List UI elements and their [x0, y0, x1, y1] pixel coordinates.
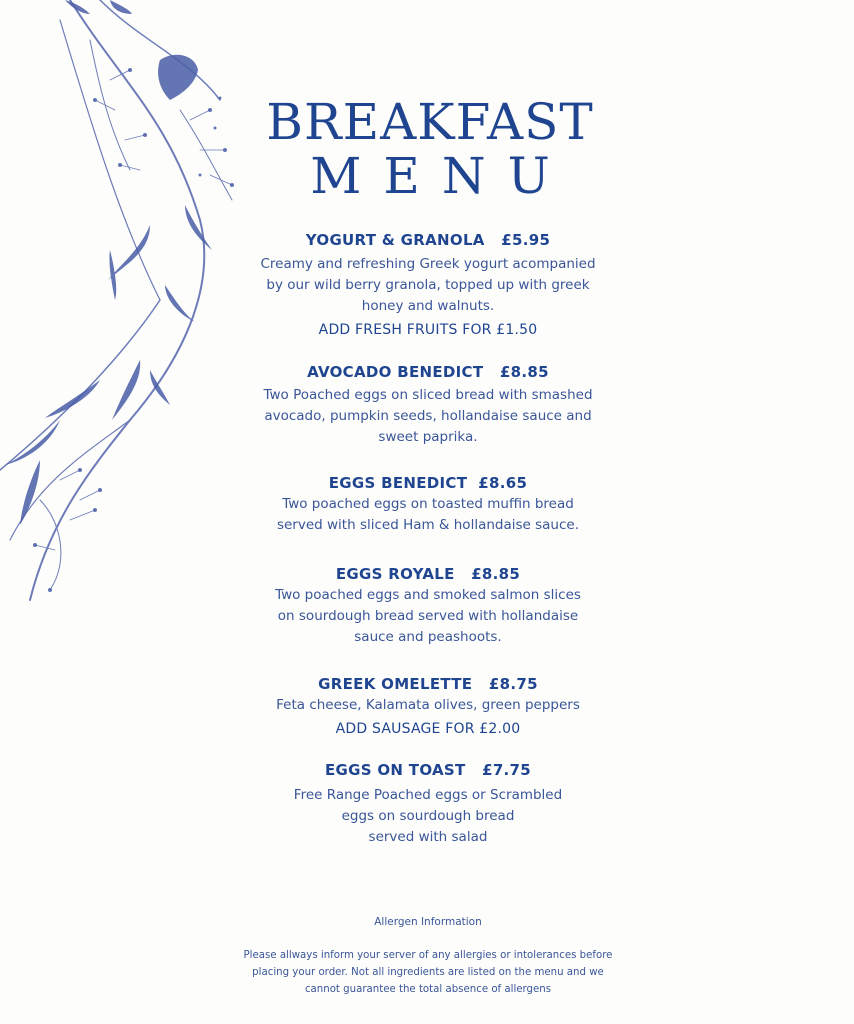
allergen-section	[228, 915, 628, 998]
item-description: Two poached eggs and smoked salmon slices on sourdough bread served with hollandaise sauce and peashoots.	[275, 587, 581, 645]
menu-item	[228, 229, 628, 341]
allergen-title: Allergen Information	[374, 916, 482, 928]
allergen-text: Please allways inform your server of any allergies or intolerances before placing your order. Not all ingredients are listed on the menu and we cannot guarantee the total absence of allergens	[243, 950, 613, 995]
menu-title-line2: MENU	[310, 147, 572, 205]
item-description: Free Range Poached eggs or Scrambled eggs on sourdough bread served with salad	[293, 787, 563, 845]
menu-item	[228, 673, 628, 740]
item-name: AVOCADO BENEDICT £8.85	[307, 363, 549, 381]
menu-item	[228, 361, 628, 448]
item-name: GREEK OMELETTE £8.75	[318, 675, 538, 693]
menu-item	[228, 472, 628, 536]
item-name: EGGS BENEDICT £8.65	[328, 474, 528, 492]
item-addon: ADD SAUSAGE FOR £2.00	[335, 721, 521, 737]
item-description: Two Poached eggs on sliced bread with smashed avocado, pumpkin seeds, hollandaise sauce and sweet paprika.	[263, 387, 593, 445]
item-description: Feta cheese, Kalamata olives, green peppers	[276, 697, 580, 713]
item-addon: ADD FRESH FRUITS FOR £1.50	[318, 322, 538, 338]
watercolor-floral-icon	[0, 0, 250, 610]
item-name: YOGURT & GRANOLA £5.95	[305, 231, 551, 249]
item-name: EGGS ON TOAST £7.75	[324, 761, 532, 779]
item-description: Two poached eggs on toasted muffin bread served with sliced Ham & hollandaise sauce.	[276, 496, 580, 533]
item-description: Creamy and refreshing Greek yogurt acompanied by our wild berry granola, topped up with greek honey and walnuts.	[260, 256, 596, 314]
item-name: EGGS ROYALE £8.85	[335, 565, 521, 583]
menu-item	[228, 563, 628, 648]
menu-item	[228, 759, 628, 848]
menu-title-line1: BREAKFAST	[266, 93, 594, 151]
